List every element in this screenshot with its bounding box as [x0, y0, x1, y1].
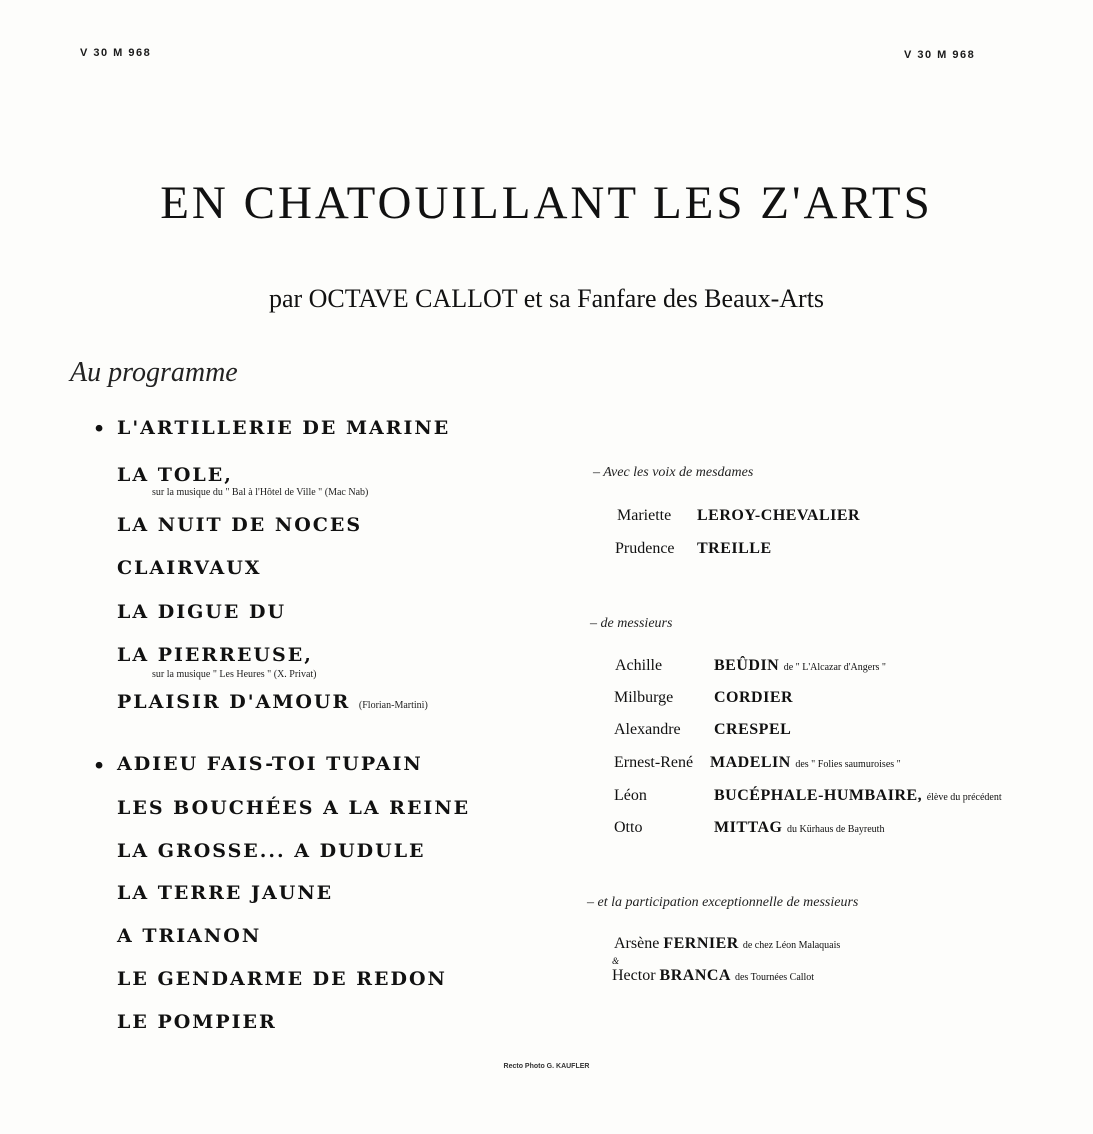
women-heading: – Avec les voix de mesdames	[593, 465, 754, 480]
performer-last-name	[714, 787, 1002, 805]
track-item: LA DIGUE DU	[117, 601, 287, 623]
performer-note: élève du précédent	[926, 792, 1002, 803]
performer-note: du Kürhaus de Bayreuth	[786, 824, 885, 835]
track-item: LE POMPIER	[117, 1011, 277, 1033]
track-item: LA NUIT DE NOCES	[117, 514, 363, 536]
performer-surname: MITTAG	[714, 819, 783, 836]
men-heading: – de messieurs	[590, 616, 673, 631]
track-item: L'ARTILLERIE DE MARINE	[117, 417, 451, 439]
track-item: A TRIANON	[117, 925, 262, 947]
track-item	[117, 691, 428, 713]
performer-last-name: TREILLE	[697, 540, 772, 557]
performer-last-name: FERNIER	[663, 935, 739, 952]
catalog-number-right: V 30 M 968	[904, 49, 976, 61]
track-item: CLAIRVAUX	[117, 557, 262, 579]
performer-first-name: Prudence	[615, 540, 675, 557]
performer-surname: MADELIN	[710, 754, 791, 771]
album-title: EN CHATOUILLANT LES Z'ARTS	[160, 177, 933, 229]
track-item: LA TERRE JAUNE	[117, 882, 334, 904]
track-item: LES BOUCHÉES A LA REINE	[117, 797, 471, 819]
performer-first-name: Achille	[615, 657, 663, 674]
track-title: PLAISIR D'AMOUR	[117, 691, 351, 713]
performer-first-name: Ernest-René	[614, 754, 694, 771]
guests-heading: – et la participation exceptionnelle de messieurs	[587, 895, 859, 910]
ampersand: &	[612, 956, 620, 966]
track-item: LE GENDARME DE REDON	[117, 968, 447, 990]
bullet-icon: •	[93, 418, 106, 440]
track-note: (Florian-Martini)	[358, 700, 428, 711]
performer-last-name	[714, 819, 884, 837]
catalog-number-left: V 30 M 968	[80, 47, 152, 59]
album-subtitle: par OCTAVE CALLOT et sa Fanfare des Beaux-Arts	[268, 284, 825, 313]
track-note: sur la musique du " Bal à l'Hôtel de Ville " (Mac Nab)	[152, 487, 369, 498]
performer-first-name: Léon	[614, 787, 647, 804]
performer-last-name: CORDIER	[714, 689, 794, 706]
performer-last-name: CRESPEL	[714, 721, 792, 738]
performer-first-name: Otto	[614, 819, 643, 836]
performer-first-name: Milburge	[614, 689, 674, 706]
performer-last-name	[710, 754, 901, 772]
track-item: LA PIERREUSE,	[117, 644, 313, 666]
performer-last-name: LEROY-CHEVALIER	[697, 507, 861, 524]
guest-entry	[614, 935, 840, 953]
performer-note: de chez Léon Malaquais	[742, 940, 841, 951]
guest-entry	[612, 967, 814, 985]
performer-surname: BUCÉPHALE-HUMBAIRE,	[714, 787, 923, 804]
performer-first-name: Mariette	[617, 507, 672, 524]
photo-credit: Recto Photo G. KAUFLER	[503, 1063, 590, 1070]
program-heading: Au programme	[70, 357, 238, 388]
performer-last-name: BRANCA	[659, 967, 731, 984]
performer-note: de " L'Alcazar d'Angers "	[783, 662, 887, 673]
performer-first-name: Arsène	[614, 935, 660, 952]
performer-last-name	[714, 657, 886, 675]
performer-first-name: Alexandre	[614, 721, 681, 738]
track-item: LA GROSSE... A DUDULE	[117, 840, 426, 862]
performer-surname: BEÛDIN	[714, 657, 780, 674]
track-item: ADIEU FAIS-TOI TUPAIN	[117, 753, 423, 775]
bullet-icon: •	[93, 755, 106, 777]
performer-first-name: Hector	[612, 967, 656, 984]
track-note: sur la musique " Les Heures " (X. Privat)	[152, 669, 317, 680]
performer-note: des Tournées Callot	[734, 972, 815, 983]
performer-note: des " Folies saumuroises "	[795, 759, 901, 770]
track-item: LA TOLE,	[117, 464, 233, 486]
